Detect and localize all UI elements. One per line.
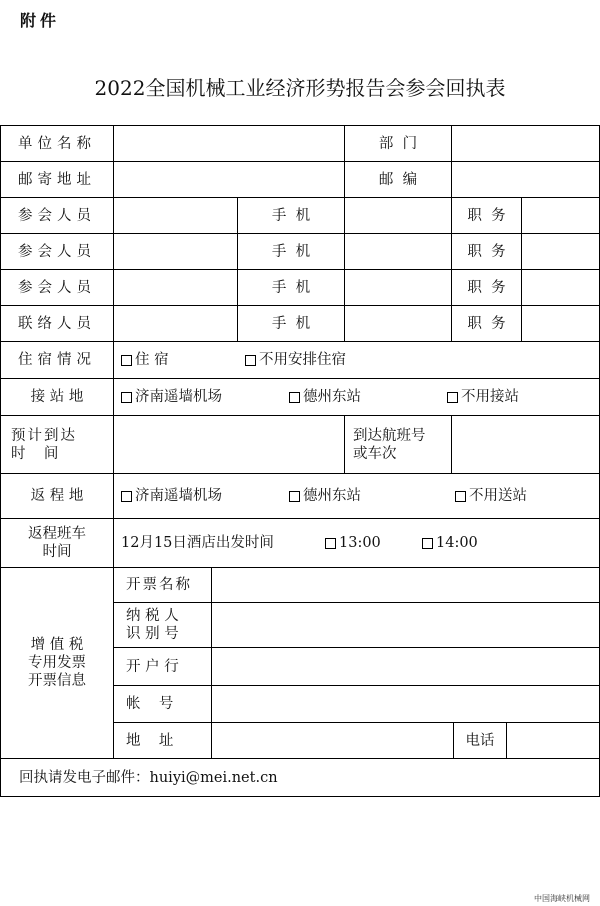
position-3-field[interactable] — [521, 269, 600, 305]
attendee-1-field[interactable] — [113, 197, 237, 233]
checkbox-icon[interactable] — [325, 538, 336, 549]
bank-field[interactable] — [211, 647, 600, 685]
attendee-2-label: 参会人员 — [0, 233, 113, 269]
site-watermark: 中国海峡机械网 — [534, 894, 590, 903]
option-text: 德州东站 — [303, 389, 361, 405]
pickup-options — [113, 378, 600, 415]
eta-label-line1: 预计到达 — [11, 427, 77, 444]
taxpayer-label-line1: 纳 税 人 — [126, 608, 179, 624]
flight-label-line1: 到达航班号 — [353, 427, 426, 444]
invoice-name-label: 开票名称 — [113, 567, 211, 602]
checkbox-icon[interactable] — [447, 392, 458, 403]
department-field[interactable] — [451, 125, 600, 161]
mailing-address-label: 邮寄地址 — [0, 161, 113, 197]
invoice-name-field[interactable] — [211, 567, 600, 602]
accommodation-option-none[interactable] — [245, 351, 346, 369]
reply-form-table — [0, 125, 600, 797]
invoice-label-line1: 增 值 税 — [30, 637, 84, 653]
position-3-label: 职 务 — [451, 269, 521, 305]
pickup-place-label: 接 站 地 — [0, 378, 113, 415]
shuttle-label-line2: 时间 — [42, 544, 72, 560]
unit-name-label: 单位名称 — [0, 125, 113, 161]
phone-label: 电话 — [453, 722, 506, 758]
position-1-label: 职 务 — [451, 197, 521, 233]
attendee-3-label: 参会人员 — [0, 269, 113, 305]
checkbox-icon[interactable] — [121, 392, 132, 403]
invoice-label-line3: 开票信息 — [28, 673, 86, 689]
flight-label — [344, 415, 451, 473]
form-title: 2022全国机械工业经济形势报告会参会回执表 — [94, 76, 506, 100]
option-text: 德州东站 — [303, 488, 361, 504]
contact-label: 联络人员 — [0, 305, 113, 341]
position-4-field[interactable] — [521, 305, 600, 341]
flight-field[interactable] — [451, 415, 600, 473]
account-field[interactable] — [211, 685, 600, 722]
postcode-label: 邮 编 — [344, 161, 451, 197]
address-label: 地 址 — [113, 722, 211, 758]
eta-label-line2: 时 间 — [11, 445, 59, 462]
postcode-field[interactable] — [451, 161, 600, 197]
shuttle-text-value: 12月15日酒店出发时间 — [121, 535, 274, 551]
mobile-2-label: 手 机 — [237, 233, 344, 269]
eta-field[interactable] — [113, 415, 344, 473]
return-options — [113, 473, 600, 518]
mobile-1-label: 手 机 — [237, 197, 344, 233]
mobile-3-field[interactable] — [344, 269, 451, 305]
option-text: 不用接站 — [461, 389, 519, 405]
mailing-address-field[interactable] — [113, 161, 344, 197]
checkbox-icon[interactable] — [289, 491, 300, 502]
return-option-dezhou-east[interactable] — [289, 487, 361, 505]
shuttle-option-1300[interactable] — [325, 534, 381, 552]
contact-field[interactable] — [113, 305, 237, 341]
attendee-3-field[interactable] — [113, 269, 237, 305]
taxpayer-id-label — [113, 602, 211, 647]
pickup-option-dezhou-east[interactable] — [289, 388, 361, 406]
shuttle-options — [113, 518, 600, 567]
accommodation-option-stay[interactable] — [121, 351, 169, 369]
position-1-field[interactable] — [521, 197, 600, 233]
flight-label-line2: 或车次 — [353, 445, 397, 462]
pickup-option-airport[interactable] — [121, 388, 222, 406]
option-text: 住 宿 — [135, 352, 169, 368]
accommodation-label: 住宿情况 — [0, 341, 113, 378]
phone-field[interactable] — [506, 722, 600, 758]
email-instruction: 回执请发电子邮件：huiyi@mei.net.cn — [0, 758, 600, 797]
option-text: 济南遥墙机场 — [135, 488, 222, 504]
position-2-label: 职 务 — [451, 233, 521, 269]
taxpayer-label-line2: 识 别 号 — [126, 626, 179, 642]
option-text: 济南遥墙机场 — [135, 389, 222, 405]
shuttle-label-line1: 返程班车 — [28, 526, 86, 542]
position-2-field[interactable] — [521, 233, 600, 269]
taxpayer-id-field[interactable] — [211, 602, 600, 647]
checkbox-icon[interactable] — [245, 355, 256, 366]
attendee-1-label: 参会人员 — [0, 197, 113, 233]
option-text: 不用安排住宿 — [259, 352, 346, 368]
checkbox-icon[interactable] — [121, 355, 132, 366]
option-text: 13:00 — [339, 535, 381, 551]
mobile-4-label: 手 机 — [237, 305, 344, 341]
checkbox-icon[interactable] — [121, 491, 132, 502]
accommodation-options — [113, 341, 600, 378]
account-label: 帐 号 — [113, 685, 211, 722]
pickup-option-none[interactable] — [447, 388, 519, 406]
mobile-4-field[interactable] — [344, 305, 451, 341]
shuttle-option-1400[interactable] — [422, 534, 478, 552]
return-place-label: 返 程 地 — [0, 473, 113, 518]
position-4-label: 职 务 — [451, 305, 521, 341]
attendee-2-field[interactable] — [113, 233, 237, 269]
invoice-label-line2: 专用发票 — [28, 655, 86, 671]
attachment-label: 附件 — [20, 11, 61, 30]
return-option-airport[interactable] — [121, 487, 222, 505]
checkbox-icon[interactable] — [455, 491, 466, 502]
eta-label — [0, 415, 113, 473]
invoice-label — [0, 567, 113, 758]
option-text: 14:00 — [436, 535, 478, 551]
unit-name-field[interactable] — [113, 125, 344, 161]
mobile-3-label: 手 机 — [237, 269, 344, 305]
department-label: 部 门 — [344, 125, 451, 161]
shuttle-label — [0, 518, 113, 567]
address-field[interactable] — [211, 722, 453, 758]
checkbox-icon[interactable] — [422, 538, 433, 549]
shuttle-text — [121, 534, 274, 552]
mobile-2-field[interactable] — [344, 233, 451, 269]
mobile-1-field[interactable] — [344, 197, 451, 233]
checkbox-icon[interactable] — [289, 392, 300, 403]
option-text: 不用送站 — [469, 488, 527, 504]
bank-label: 开 户 行 — [113, 647, 211, 685]
return-option-none[interactable] — [455, 487, 527, 505]
